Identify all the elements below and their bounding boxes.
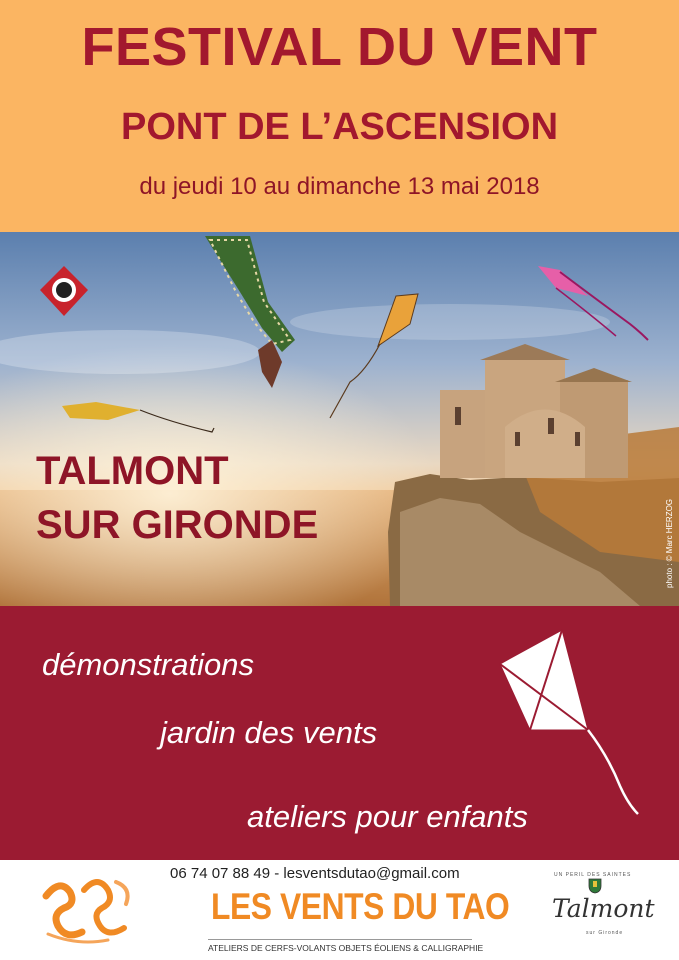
white-kite-icon	[496, 626, 646, 816]
contact-info: 06 74 07 88 49 - lesventsdutao@gmail.com	[170, 865, 460, 882]
photo-credit: photo : © Marc HERZOG	[665, 498, 674, 588]
festival-subtitle: PONT DE L’ASCENSION	[120, 106, 559, 148]
location-name	[36, 444, 318, 552]
brand-name: LES VENTS DU TAO	[211, 886, 510, 927]
talmont-logo	[546, 872, 655, 946]
poster-header	[0, 0, 679, 232]
activity-item: jardin des vents	[160, 715, 378, 750]
activity-item: démonstrations	[42, 647, 254, 682]
tao-calligraphy-logo	[38, 868, 138, 948]
poster-footer	[0, 860, 679, 960]
activities-section	[0, 606, 679, 860]
festival-dates: du jeudi 10 au dimanche 13 mai 2018	[139, 173, 540, 200]
brand-tagline: ATELIERS DE CERFS-VOLANTS OBJETS ÉOLIENS & CALLIGRAPHIE	[208, 943, 484, 953]
talmont-logo-arc-text: UN PERIL DES SAINTES	[554, 872, 632, 878]
talmont-crest-icon	[588, 878, 602, 894]
activity-item: ateliers pour enfants	[247, 799, 528, 834]
talmont-logo-subtitle: sur Gironde	[586, 930, 624, 936]
talmont-logo-name: Talmont	[552, 894, 655, 923]
brand-divider	[208, 939, 472, 940]
location-line-1: TALMONT	[36, 449, 229, 493]
photo-section	[0, 232, 679, 606]
festival-title: FESTIVAL DU VENT	[81, 17, 598, 77]
location-line-2: SUR GIRONDE	[36, 503, 319, 547]
